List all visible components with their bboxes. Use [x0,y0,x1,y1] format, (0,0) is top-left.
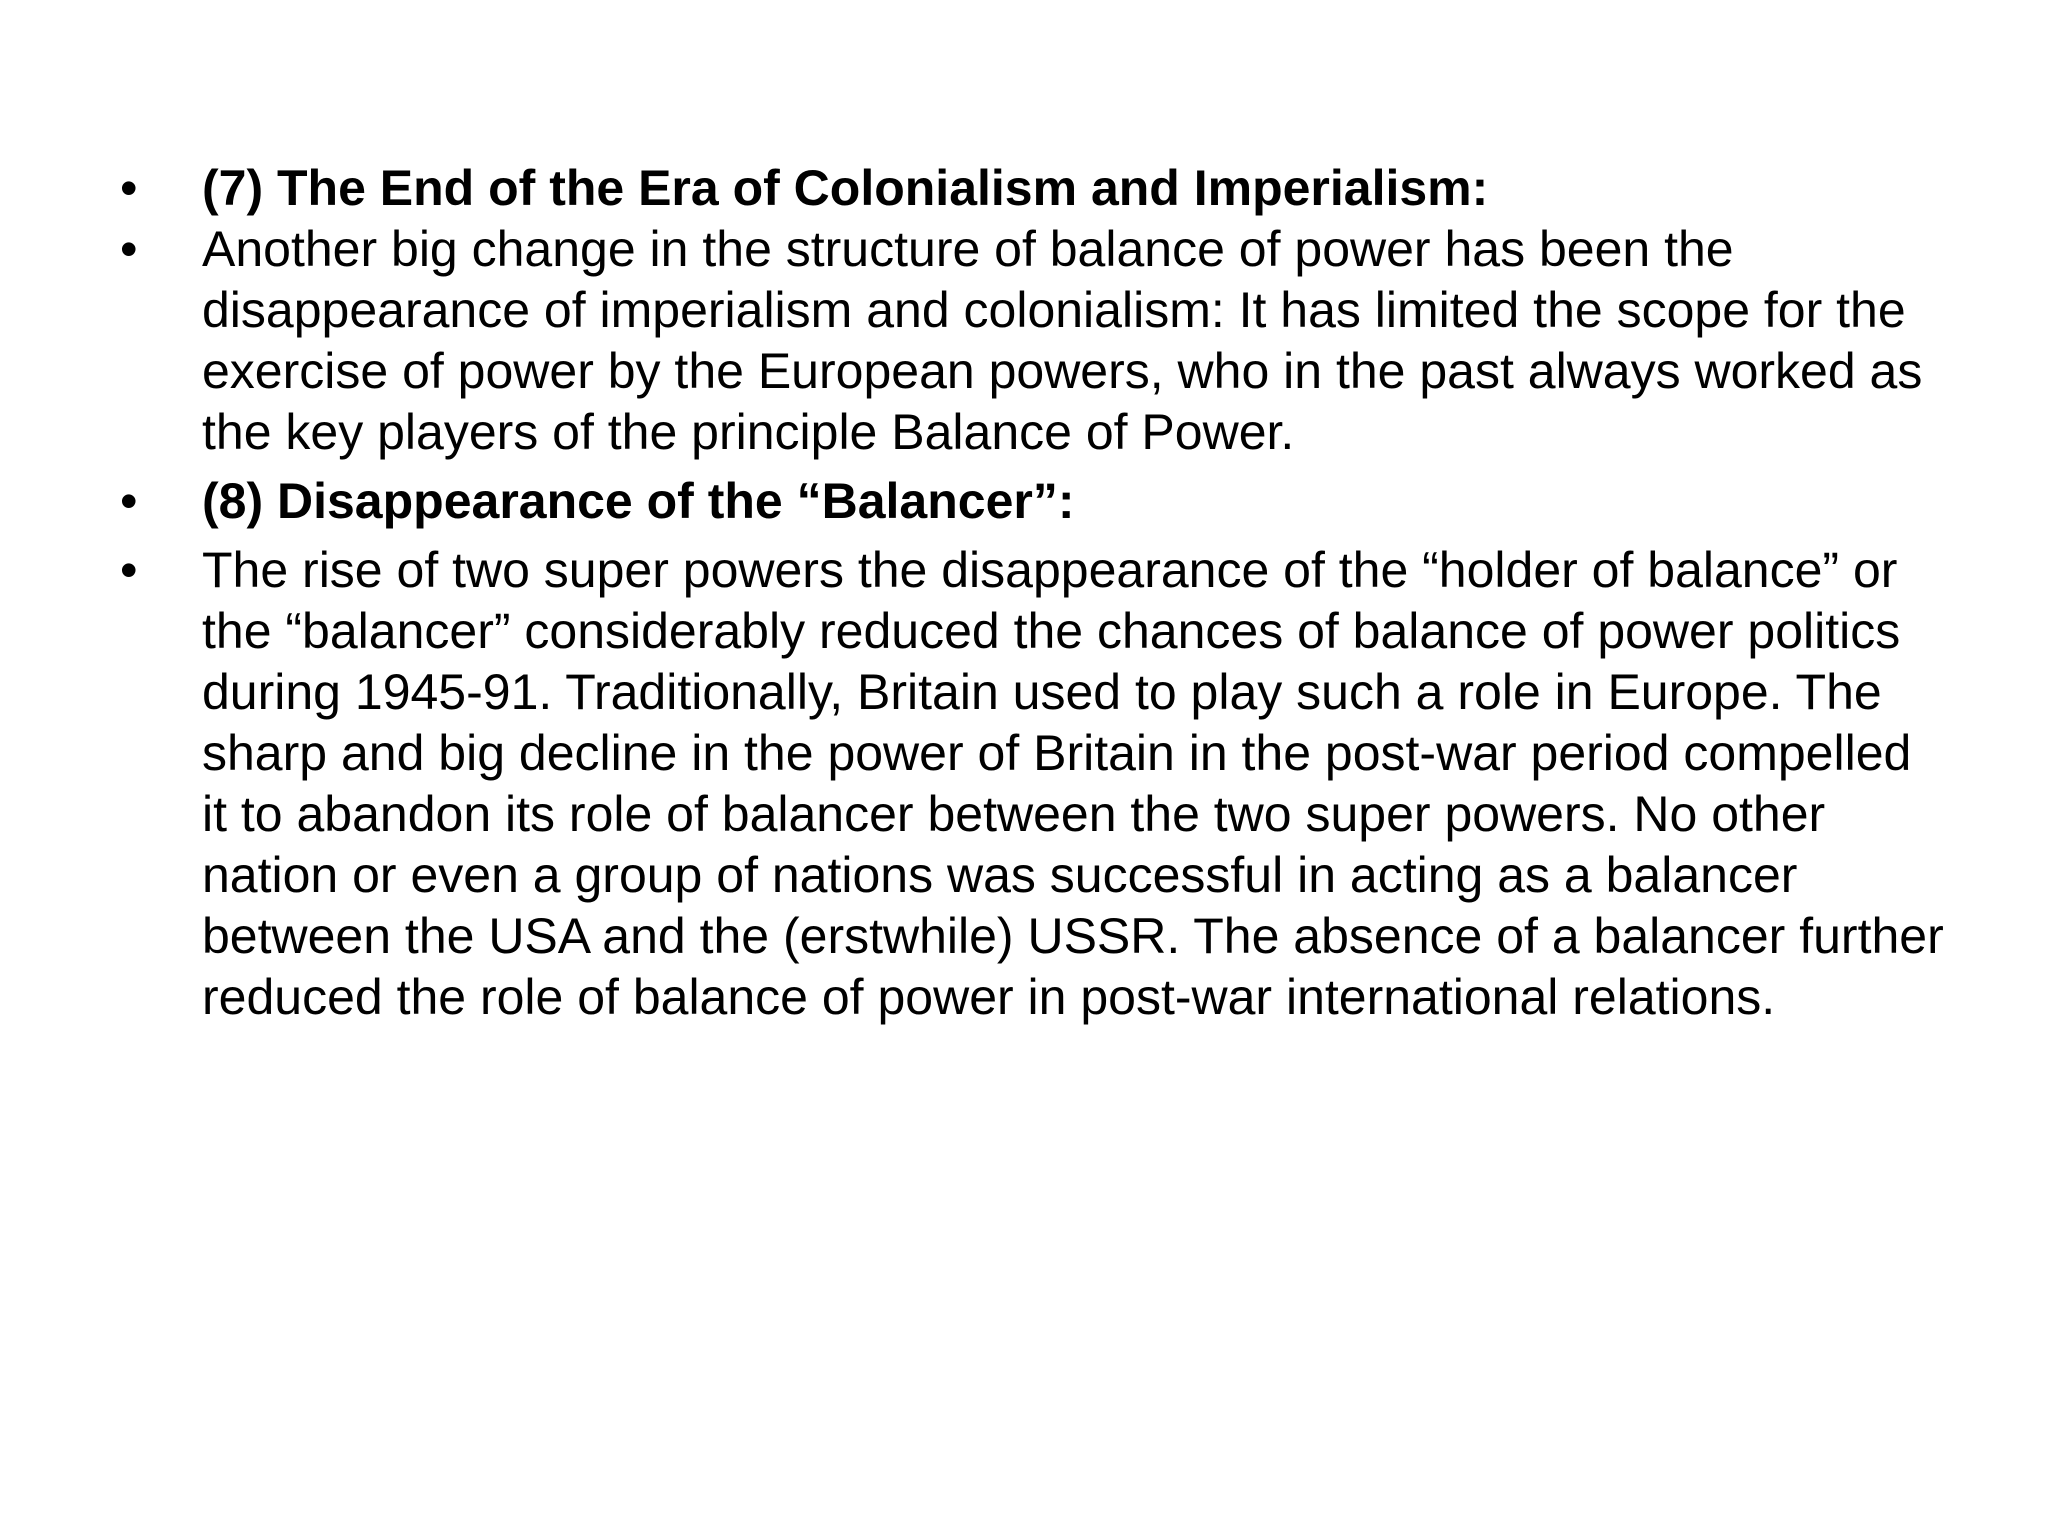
bullet-text: (7) The End of the Era of Colonialism and Imperialism: [202,160,1489,216]
bullet-body-7 [120,219,1950,463]
bullet-marker: • [120,160,138,216]
bullet-marker: • [120,221,138,277]
bullet-text: Another big change in the structure of balance of power has been the disappearance of imperialism and colonialism: It has limited the scope for the exercise of power by the European powers, who in the past always worked as the key players of the principle Balance of Power. [202,221,1923,460]
bullet-text: The rise of two super powers the disappearance of the “holder of balance” or the “balancer” considerably reduced the chances of balance of power politics during 1945-91. Traditionally, Britain used to play such a role in Europe. The sharp and big decline in the power of Britain in the post-war period compelled it to abandon its role of balancer between the two super powers. No other nation or even a group of nations was successful in acting as a balancer between the USA and the (erstwhile) USSR. The absence of a balancer further reduced the role of balance of power in post-war international relations. [202,542,1944,1025]
bullet-heading-7 [120,158,1950,219]
bullet-marker: • [120,542,138,598]
bullet-text: (8) Disappearance of the “Balancer”: [202,473,1075,529]
bullet-list [120,158,1950,1028]
bullet-marker: • [120,473,138,529]
bullet-body-8 [120,540,1950,1028]
bullet-heading-8 [120,471,1950,532]
